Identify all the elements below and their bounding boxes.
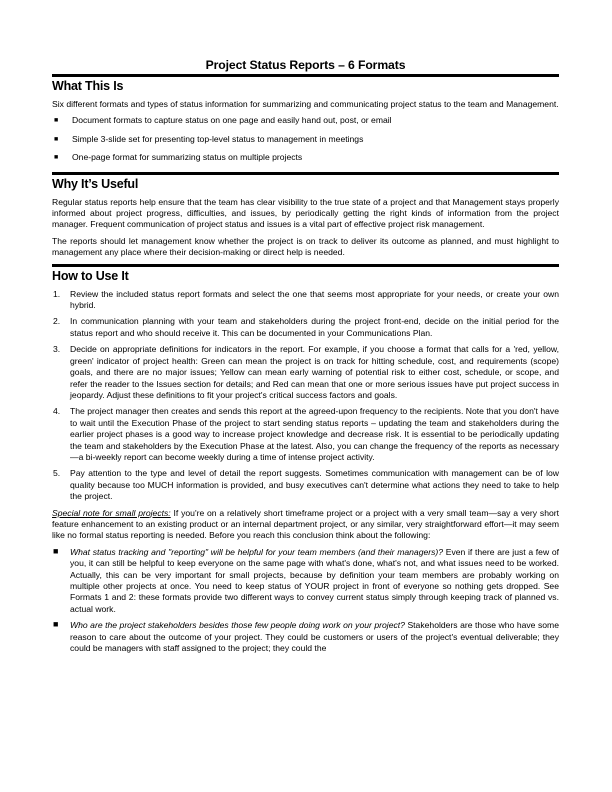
step-item: 3. Decide on appropriate definitions for indicators in the report. For example, if you choose a format that calls for a 'red, yellow, green' indicator of project health: Green can mean the project is on track for hitting schedule, cost, and requirements (scope) goals, and there are no major issues; Yellow can mean early warning of potential risk to either cost, schedule, or scope, and refer the reader to the Issues section for details; and Red can mean that one or more serious issues have put project success in jeopardy. Adjust these definitions to fit your project's critical success factors and goals.	[53, 344, 559, 400]
section-divider	[52, 74, 559, 77]
format-list	[52, 115, 559, 163]
section-why-useful	[52, 177, 559, 259]
list-item: ■ What status tracking and "reporting" will be helpful for your team members (and their managers)? Even if there are just a few of you, it can still be helpful to keep everyone on the same page with what's done, what's not, and what issues need to be worked. Actually, this can be very important for small projects, because by definition your team members are probably working on multiple other projects at once. You need to keep status of YOUR project in front of everyone so nothing gets dropped. See Formats 1 and 2: these formats provide two different ways to convey current status simply through keeping track of planned vs. actual work.	[53, 545, 559, 614]
special-note: Special note for small projects: If you're on a relatively short timeframe project or a project with a very small team—say a very short feature enhancement to an existing product or an internal department project, or any similar, very straightforward effort—it may seem like no formal status reporting is needed. Before you reach this conclusion think about the following:	[52, 507, 559, 541]
list-item: ■ Document formats to capture status on one page and easily hand out, post, or email	[54, 115, 392, 126]
intro-paragraph: Six different formats and types of status information for summarizing and communicating project status to the team and Management.	[52, 99, 559, 109]
step-item: 4. The project manager then creates and sends this report at the agreed-upon frequency to the recipients. Note that you don't have to wait until the Execution Phase of the project to start sending status reports – updating the team and stakeholders during the earlier project phases is a good way to increase project knowledge and decrease risk. It is essential to be periodically updating the team and stakeholders by the Execution Phase at the latest. Also, you can change the frequency of the reports as necessary—a bi-weekly report can become weekly during a time of intense project activity.	[53, 406, 559, 462]
section-divider	[52, 264, 559, 267]
section-what-this-is	[52, 79, 559, 164]
step-item: 5. Pay attention to the type and level of detail the report suggests. Sometimes communication with management can be of low quality because too MUCH information is provided, and busy executives can't determine what actions they need to take to help the project.	[53, 468, 559, 502]
list-item: ■ Simple 3-slide set for presenting top-level status to management in meetings	[54, 133, 364, 144]
considerations-list	[52, 547, 559, 655]
list-item: ■ Who are the project stakeholders besides those few people doing work on your project? Stakeholders are those who have some reason to care about the outcome of your project. They could be customers or users of the project's eventual deliverable; they could be managers with staff assigned to the project; they could the	[53, 619, 559, 654]
section-divider	[52, 172, 559, 175]
section-heading: How to Use It	[52, 268, 129, 283]
square-bullet-icon: ■	[53, 545, 59, 556]
body-paragraph: Regular status reports help ensure that the team has clear visibility to the true state of a project and that Management stays properly informed about project progress, difficulties, and issues, by periodically getting the right kinds of information from the project manager. Frequent communication of project status and issues is a vital part of effective project risk management.	[52, 196, 559, 230]
step-item: 2. In communication planning with your team and stakeholders during the project front-end, decide on the initial period for the status report and who should receive it. This can be documented in your Communications Plan.	[53, 316, 559, 338]
steps-list	[52, 289, 559, 503]
list-item: ■ One-page format for summarizing status on multiple projects	[54, 152, 303, 163]
special-note-label: Special note for small projects:	[52, 507, 171, 518]
section-heading: What This Is	[52, 79, 124, 93]
square-bullet-icon: ■	[53, 619, 59, 630]
body-paragraph: The reports should let management know whether the project is on track to deliver its outcome as planned, and must highlight to management any place where their decision-making or direct help is needed.	[52, 235, 559, 258]
step-item: 1. Review the included status report formats and select the one that seems most appropriate for your needs, or create your own hybrid.	[53, 288, 559, 311]
square-bullet-icon: ■	[54, 154, 59, 162]
section-heading: Why It’s Useful	[52, 176, 139, 191]
square-bullet-icon: ■	[54, 135, 59, 143]
document-page	[52, 58, 559, 659]
section-how-to-use	[52, 269, 559, 655]
square-bullet-icon: ■	[54, 117, 59, 125]
document-title: Project Status Reports – 6 Formats	[205, 58, 406, 72]
